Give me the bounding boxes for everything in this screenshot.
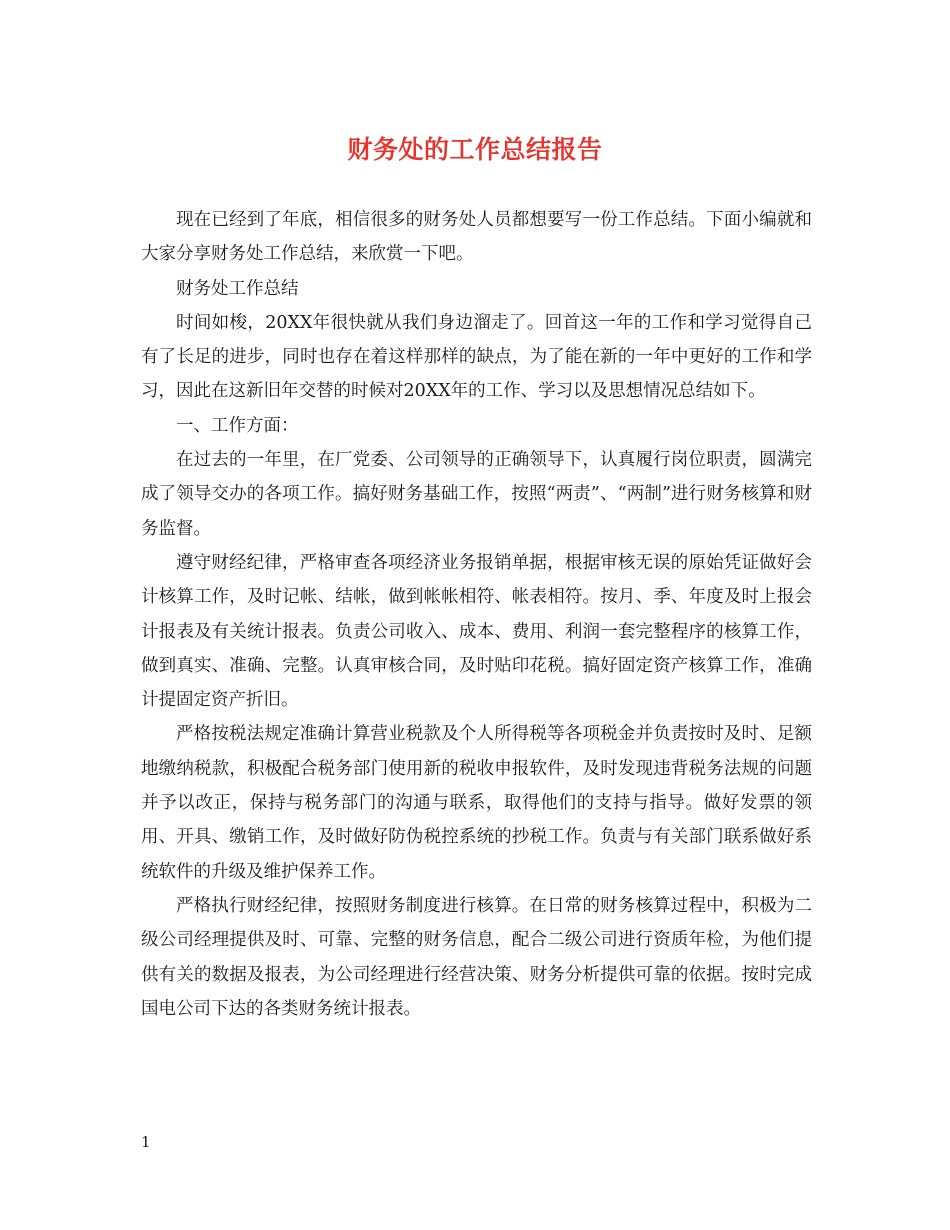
document-body [141,203,812,1026]
paragraph-intro: 现在已经到了年底，相信很多的财务处人员都想要写一份工作总结。下面小编就和大家分享财务处工作总结，来欣赏一下吧。 [141,210,812,265]
paragraph-overview: 时间如梭，20XX年很快就从我们身边溜走了。回首这一年的工作和学习觉得自己有了长足的进步，同时也存在着这样那样的缺点，为了能在新的一年中更好的工作和学习，因此在这新旧年交替的时候对20XX年的工作、学习以及思想情况总结如下。 [141,312,812,402]
paragraph-subtitle: 财务处工作总结 [176,278,299,299]
paragraph-tax: 严格按税法规定准确计算营业税款及个人所得税等各项税金并负责按时及时、足额地缴纳税款，积极配合税务部门使用新的税收申报软件，及时发现违背税务法规的问题并予以改正，保持与税务部门的沟通与联系，取得他们的支持与指导。做好发票的领用、开具、缴销工作，及时做好防伪税控系统的抄税工作。负责与有关部门联系做好系统软件的升级及维护保养工作。 [141,724,812,882]
section-heading-work: 一、工作方面： [176,415,299,436]
paragraph-work-duties: 在过去的一年里，在厂党委、公司领导的正确领导下，认真履行岗位职责，圆满完成了领导交办的各项工作。搞好财务基础工作，按照“两责”、“两制”进行财务核算和财务监督。 [141,450,812,539]
paragraph-accounting: 遵守财经纪律，严格审查各项经济业务报销单据，根据审核无误的原始凭证做好会计核算工作，及时记帐、结帐，做到帐帐相符、帐表相符。按月、季、年度及时上报会计报表及有关统计报表。负责公司收入、成本、费用、利润一套完整程序的核算工作，做到真实、准确、完整。认真审核合同，及时贴印花税。搞好固定资产核算工作，准确计提固定资产折旧。 [141,552,812,711]
paragraph-financial-discipline: 严格执行财经纪律，按照财务制度进行核算。在日常的财务核算过程中，积极为二级公司经理提供及时、可靠、完整的财务信息，配合二级公司进行资质年检，为他们提供有关的数据及报表，为公司经理进行经营决策、财务分析提供可靠的依据。按时完成国电公司下达的各类财务统计报表。 [141,895,812,1019]
page-number: 1 [141,1133,151,1151]
document-title: 财务处的工作总结报告 [347,135,603,164]
